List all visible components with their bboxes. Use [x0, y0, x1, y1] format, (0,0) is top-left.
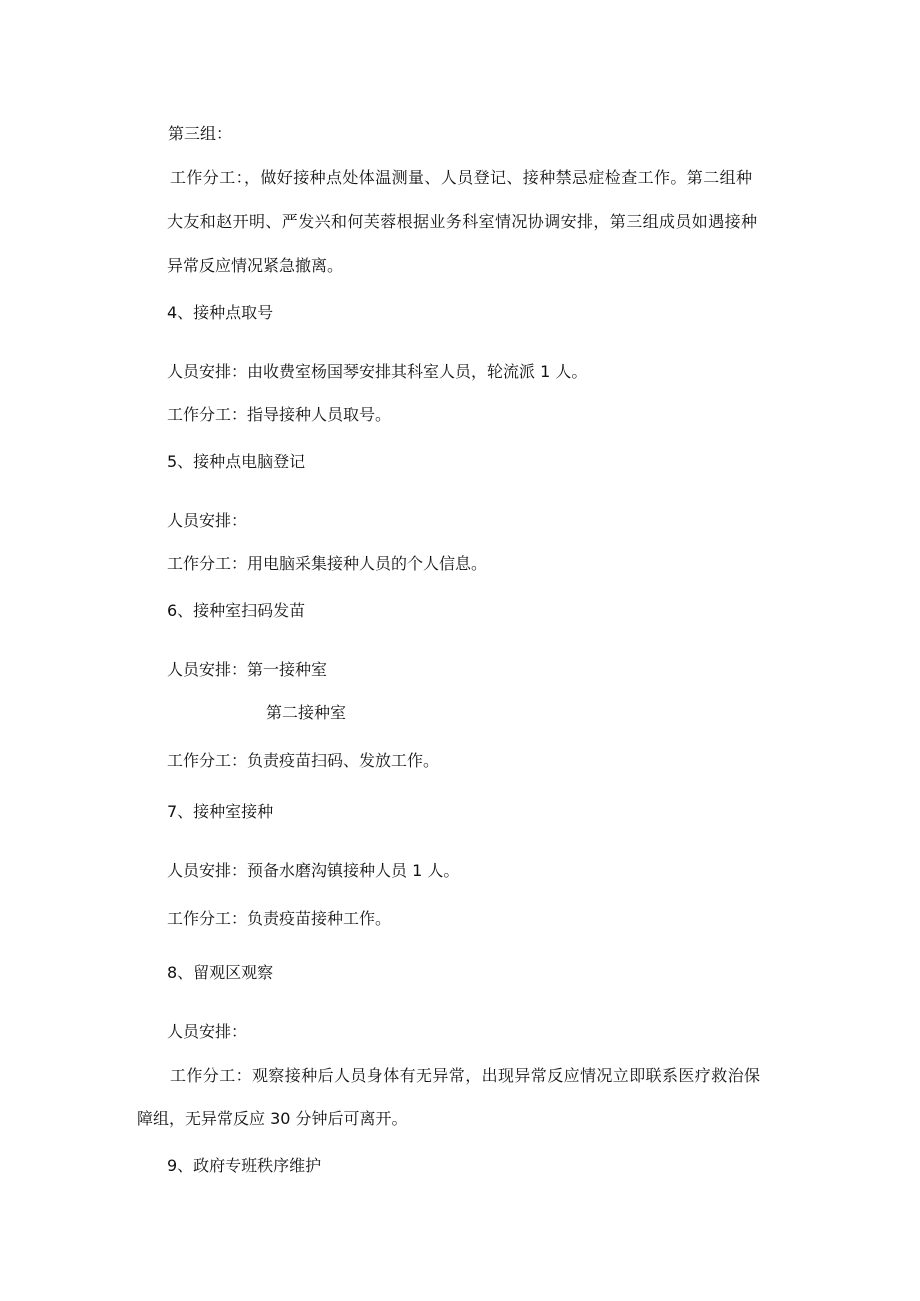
- section-5-work: 工作分工：用电脑采集接种人员的个人信息。: [167, 554, 488, 573]
- section-7-work: 工作分工：负责疫苗接种工作。: [167, 909, 392, 928]
- section-4-work: 工作分工：指导接种人员取号。: [167, 405, 392, 424]
- section-8-work-line-1: 工作分工：观察接种后人员身体有无异常，出现异常反应情况立即联系医疗救治保: [170, 1066, 761, 1085]
- section-5-heading: 5、接种点电脑登记: [167, 452, 306, 471]
- section-8-staff: 人员安排：: [167, 1022, 248, 1041]
- section-9-heading: 9、政府专班秩序维护: [167, 1156, 322, 1175]
- section-6-staff-2: 第二接种室: [266, 703, 347, 722]
- group3-work-line-3: 异常反应情况紧急撤离。: [167, 256, 344, 275]
- section-6-heading: 6、接种室扫码发苗: [167, 601, 306, 620]
- section-4-staff: 人员安排：由收费室杨国琴安排其科室人员，轮流派 1 人。: [167, 362, 588, 381]
- group3-work-line-1: 工作分工：，做好接种点处体温测量、人员登记、接种禁忌症检查工作。第二组种: [170, 168, 753, 187]
- section-8-work-line-2: 障组，无异常反应 30 分钟后可离开。: [137, 1109, 408, 1128]
- section-8-heading: 8、留观区观察: [167, 963, 274, 982]
- section-7-staff: 人员安排：预备水磨沟镇接种人员 1 人。: [167, 861, 460, 880]
- section-7-heading: 7、接种室接种: [167, 802, 274, 821]
- section-6-work: 工作分工：负责疫苗扫码、发放工作。: [167, 751, 440, 770]
- section-6-staff: 人员安排：第一接种室: [167, 660, 328, 679]
- section-5-staff: 人员安排：: [167, 511, 248, 530]
- section-4-heading: 4、接种点取号: [167, 303, 274, 322]
- group3-heading: 第三组：: [168, 124, 233, 143]
- group3-work-line-2: 大友和赵开明、严发兴和何芙蓉根据业务科室情况协调安排，第三组成员如遇接种: [167, 212, 758, 231]
